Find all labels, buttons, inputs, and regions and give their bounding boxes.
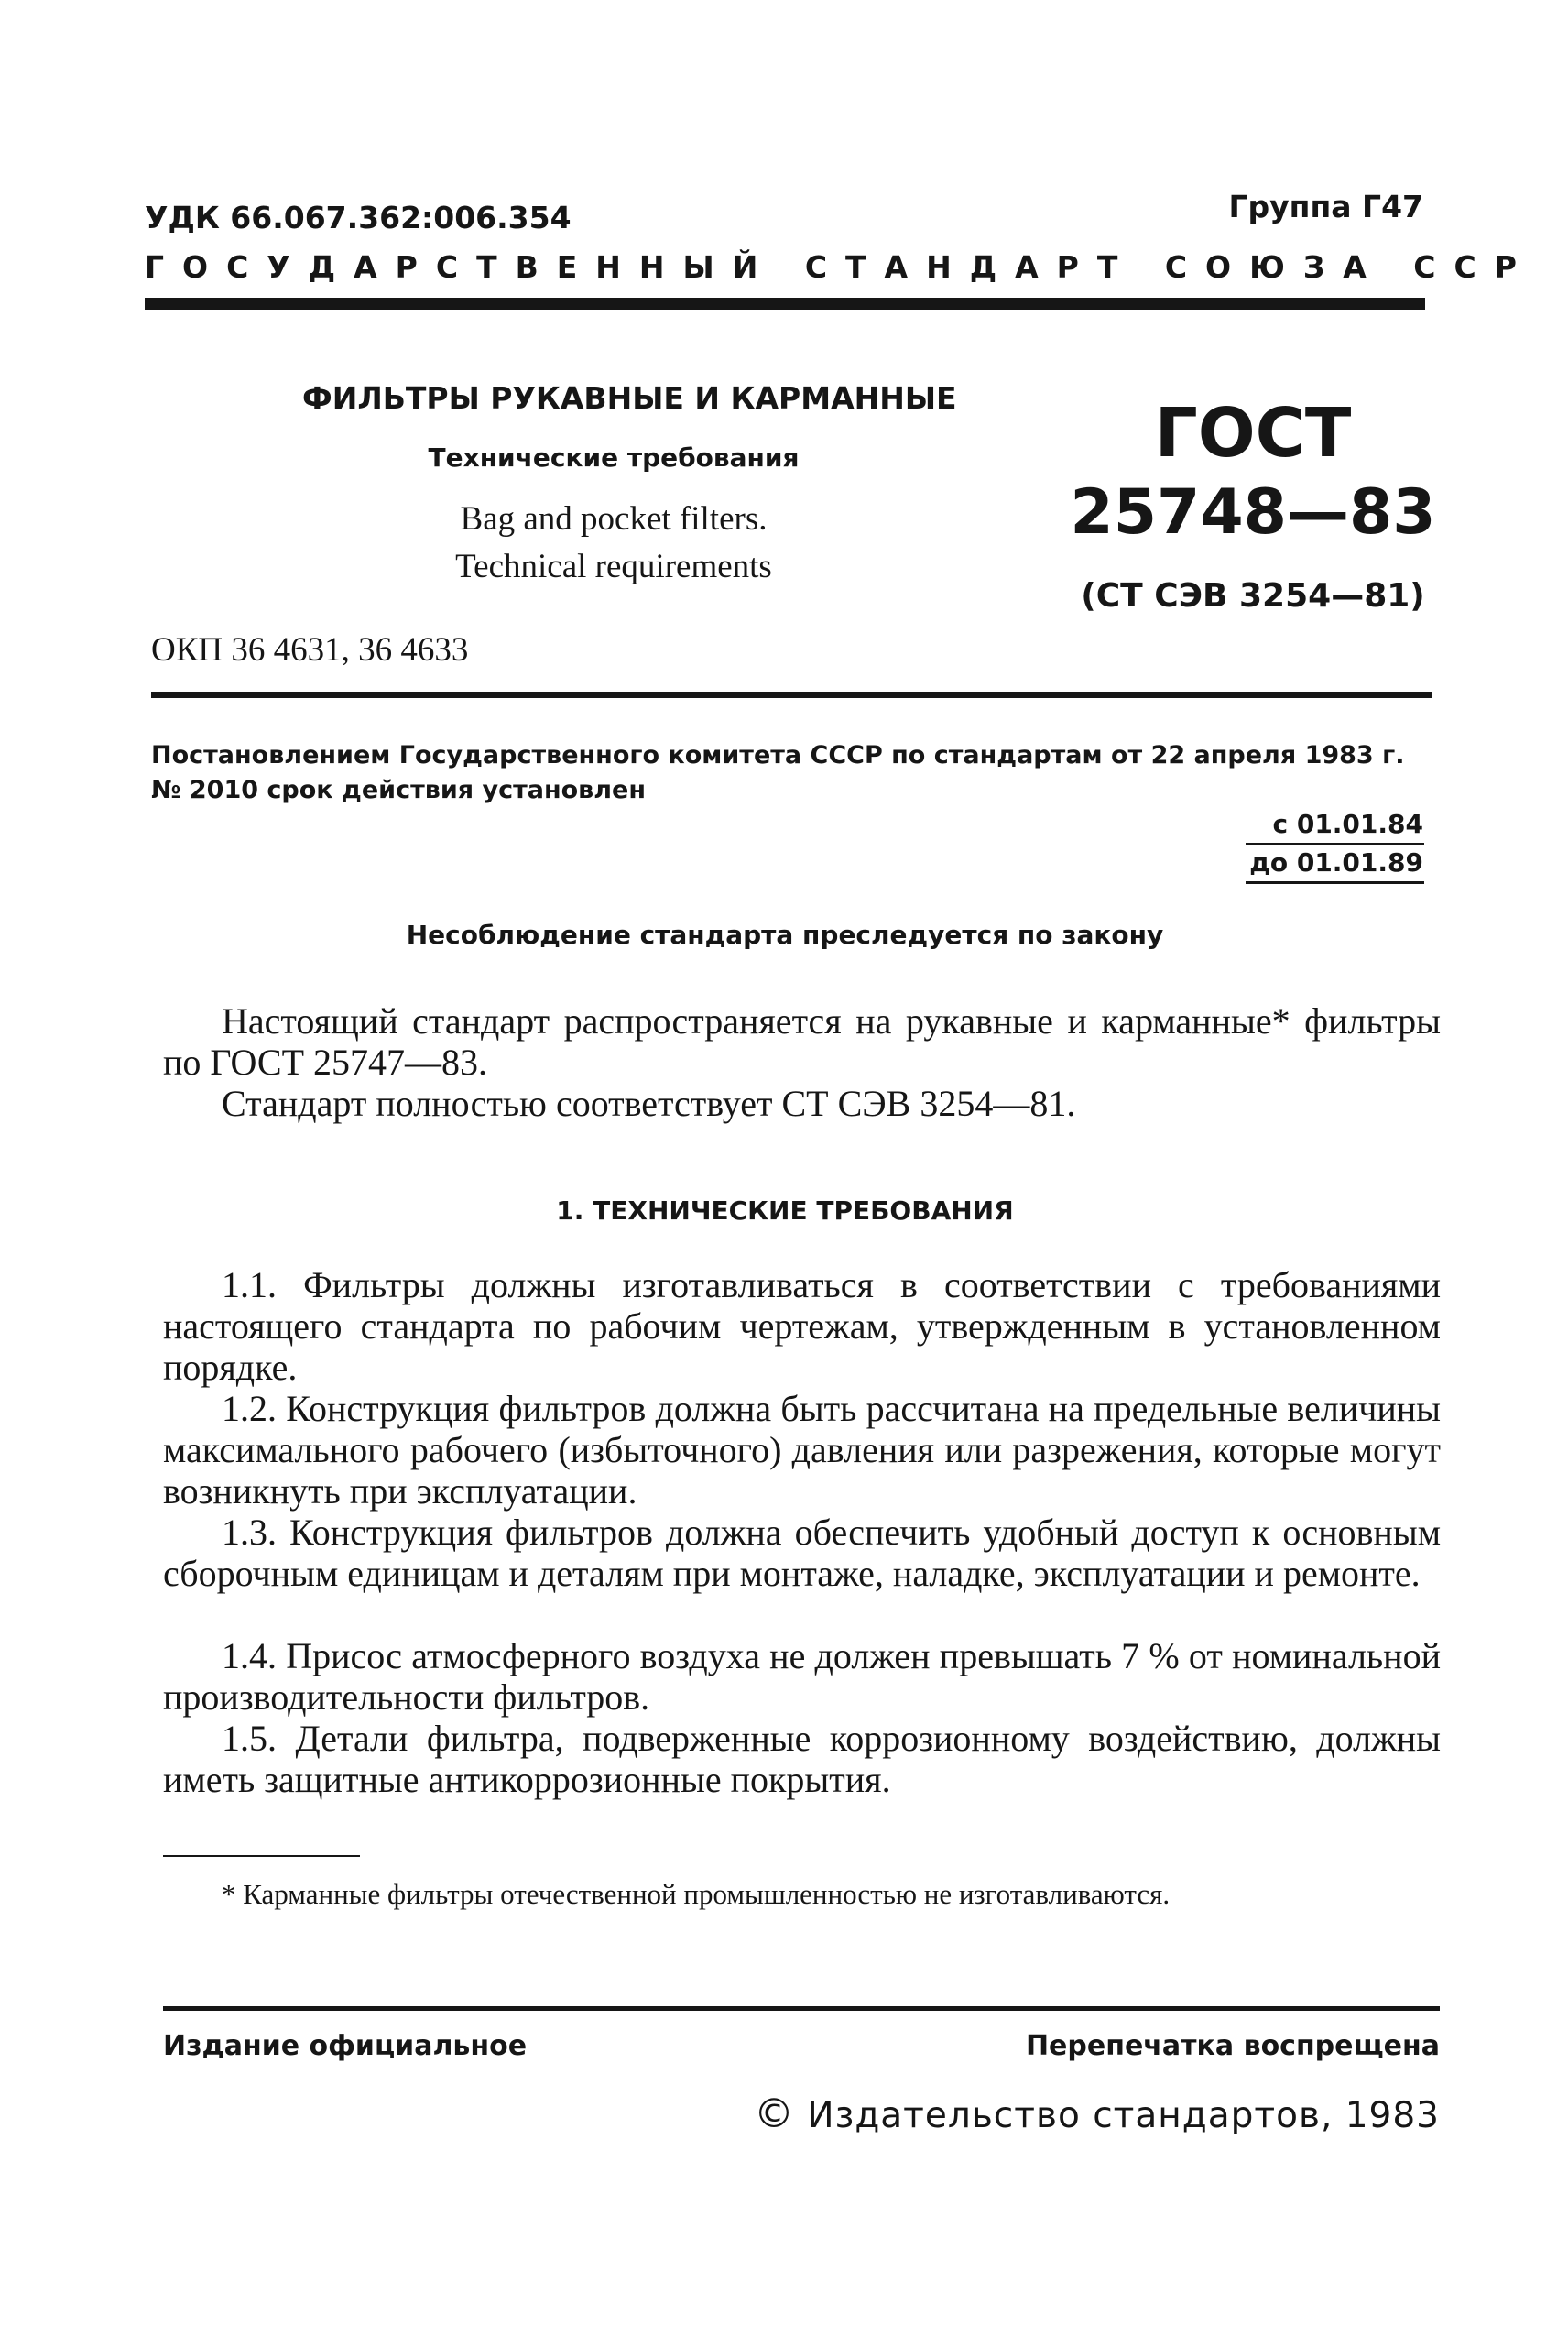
document-title: ФИЛЬТРЫ РУКАВНЫЕ И КАРМАННЫЕ [302, 380, 957, 416]
copyright-icon: © [754, 2090, 795, 2137]
clause-1-5: 1.5. Детали фильтра, подверженные коррозионному воздействию, должны иметь защитные антикоррозионные покрытия. [163, 1718, 1441, 1800]
st-sev-reference: (СТ СЭВ 3254—81) [1081, 577, 1425, 615]
copyright-line [754, 2090, 1440, 2137]
document-subtitle: Технические требования [428, 442, 800, 473]
title-block-rule [151, 692, 1432, 698]
clause-1-3: 1.3. Конструкция фильтров должна обеспечить удобный доступ к основным сборочным единицам и деталям при монтаже, наладке, эксплуатации и ремонте. [163, 1512, 1441, 1594]
gost-number: 25748—83 [1070, 476, 1436, 549]
footnote-rule [163, 1855, 360, 1857]
decree-text: Постановлением Государственного комитета СССР по стандартам от 22 апреля 1983 г. № 2010 срок действия установлен [151, 741, 1405, 804]
clause-1-1: 1.1. Фильтры должны изготавливаться в соответствии с требованиями настоящего стандарта по рабочим чертежам, утвержденным в установленном порядке. [163, 1264, 1441, 1388]
dates-divider [1246, 843, 1424, 845]
publisher-text: Издательство стандартов, 1983 [807, 2095, 1440, 2136]
clause-1-4: 1.4. Присос атмосферного воздуха не должен превышать 7 % от номинальной производительности фильтров. [163, 1635, 1441, 1718]
legal-warning: Несоблюдение стандарта преследуется по закону [406, 920, 1164, 950]
conformity-paragraph: Стандарт полностью соответствует СТ СЭВ 3254—81. [222, 1083, 1076, 1124]
footer-rule [163, 2006, 1440, 2011]
official-edition-label: Издание официальное [163, 2030, 528, 2062]
group-code: Группа Г47 [1228, 189, 1423, 224]
gost-label: ГОСТ [1154, 394, 1352, 473]
english-title-line1: Bag and pocket filters. [460, 500, 768, 538]
header-rule [145, 298, 1425, 310]
state-standard-banner: ГОСУДАРСТВЕННЫЙ СТАНДАРТ СОЮЗА ССР [145, 249, 1535, 285]
valid-from-date: с 01.01.84 [1272, 809, 1423, 839]
english-title-line2: Technical requirements [455, 548, 772, 585]
reprint-prohibited-label: Перепечатка воспрещена [1025, 2030, 1440, 2062]
dates-underline [1246, 881, 1424, 884]
footnote: * Карманные фильтры отечественной промышленностью не изготавливаются. [222, 1878, 1171, 1910]
section-heading: 1. ТЕХНИЧЕСКИЕ ТРЕБОВАНИЯ [556, 1195, 1014, 1226]
valid-to-date: до 01.01.89 [1249, 847, 1423, 878]
udk-code: УДК 66.067.362:006.354 [145, 200, 572, 235]
okp-codes: ОКП 36 4631, 36 4633 [151, 631, 469, 669]
scope-paragraph: Настоящий стандарт распространяется на рукавные и карманные* фильтры по ГОСТ 25747—83. [163, 1000, 1441, 1083]
clause-1-2: 1.2. Конструкция фильтров должна быть рассчитана на предельные величины максимального рабочего (избыточного) давления или разрежения, которые могут возникнуть при эксплуатации. [163, 1388, 1441, 1512]
